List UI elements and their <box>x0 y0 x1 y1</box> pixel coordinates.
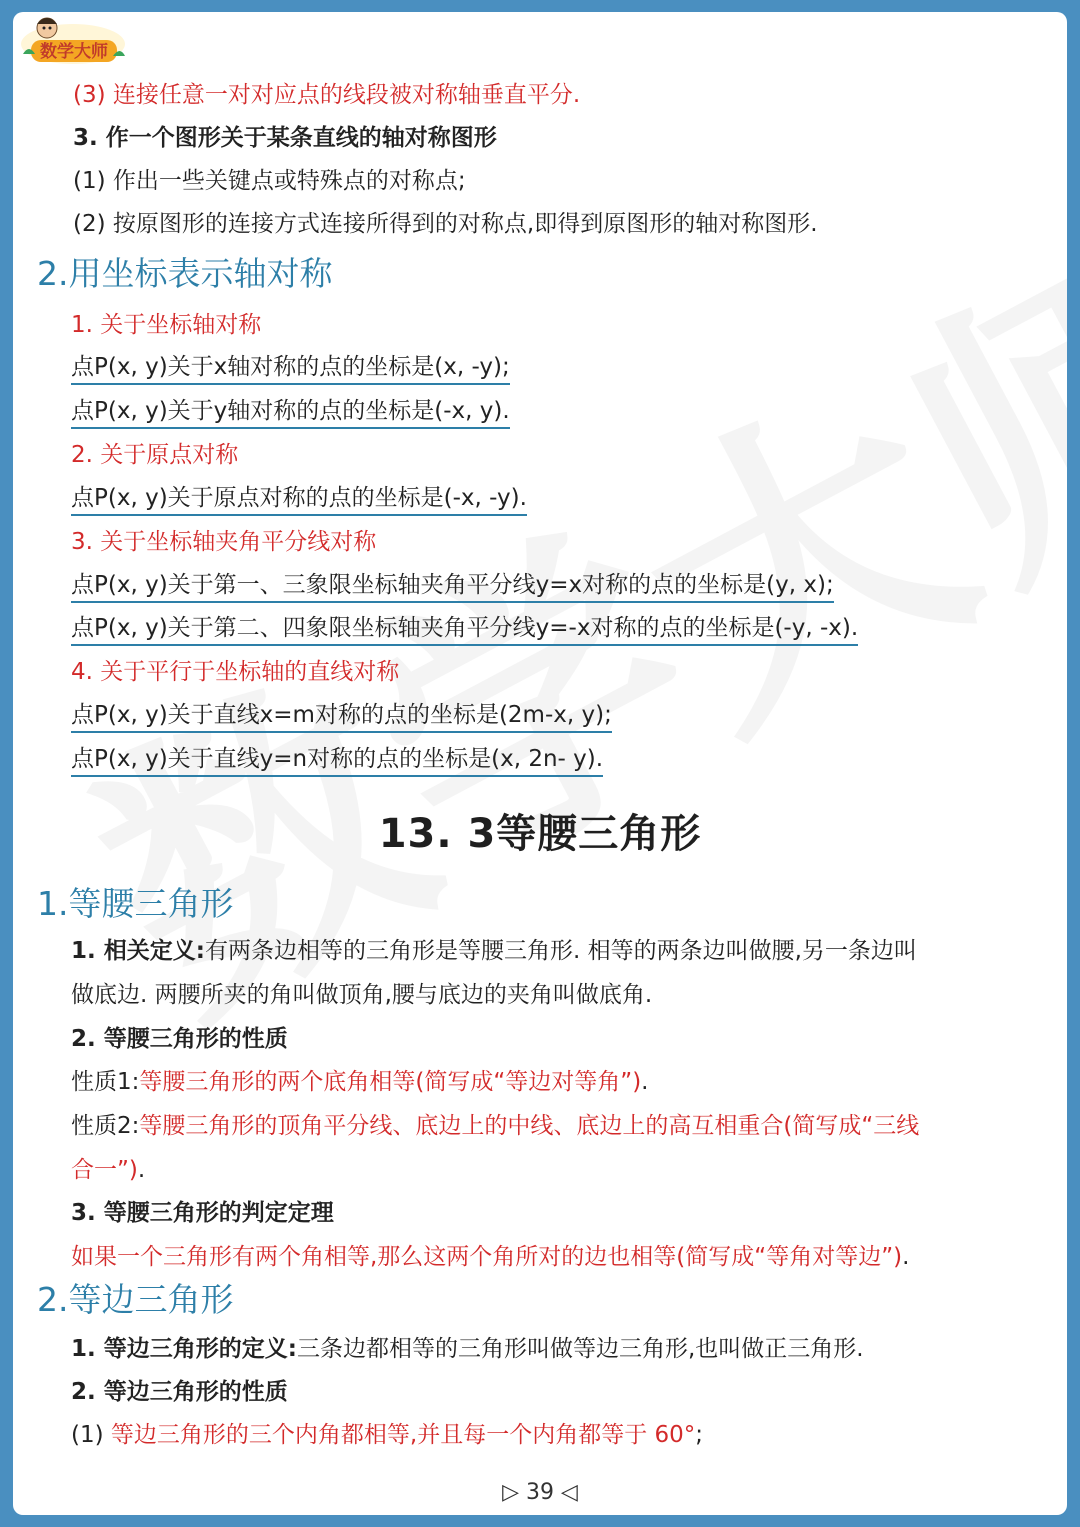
isosceles-judgement-heading: 3. 等腰三角形的判定定理 <box>71 1200 334 1226</box>
property-2-label: 性质2: <box>71 1113 140 1139</box>
step-line-2: (2) 按原图形的连接方式连接所得到的对称点,即得到原图形的轴对称图形. <box>73 211 818 237</box>
isosceles-property-2 <box>71 1107 919 1140</box>
equilateral-property-1 <box>71 1416 703 1449</box>
step-line-1: (1) 作出一些关键点或特殊点的对称点; <box>73 168 466 194</box>
formula-line-y-n: 点P(x, y)关于直线y=n对称的点的坐标是(x, 2n- y). <box>71 740 603 777</box>
subheading-origin-symmetry: 2. 关于原点对称 <box>71 442 239 468</box>
subheading-parallel-line-symmetry: 4. 关于平行于坐标轴的直线对称 <box>71 659 400 685</box>
property-1-text: 等腰三角形的两个底角相等(简写成“等边对等角”) <box>139 1069 642 1095</box>
cartoon-character-logo-icon <box>17 14 129 72</box>
judgement-text: 如果一个三角形有两个角相等,那么这两个角所对的边也相等(简写成“等角对等边”) <box>71 1244 903 1270</box>
property-1-label: 性质1: <box>71 1069 140 1095</box>
section-title-coordinate-symmetry: 2.用坐标表示轴对称 <box>37 254 333 293</box>
formula-bisector-1-3: 点P(x, y)关于第一、三象限坐标轴夹角平分线y=x对称的点的坐标是(y, x); <box>71 566 834 603</box>
formula-y-axis: 点P(x, y)关于y轴对称的点的坐标是(-x, y). <box>71 392 510 429</box>
formula-line-x-m: 点P(x, y)关于直线x=m对称的点的坐标是(2m-x, y); <box>71 696 612 733</box>
subheading-bisector-symmetry: 3. 关于坐标轴夹角平分线对称 <box>71 529 377 555</box>
section-title-equilateral: 2.等边三角形 <box>37 1280 234 1319</box>
equilateral-definition-label: 1. 等边三角形的定义: <box>71 1336 297 1362</box>
formula-origin: 点P(x, y)关于原点对称的点的坐标是(-x, -y). <box>71 479 527 516</box>
property-line-3: (3) 连接任意一对对应点的线段被对称轴垂直平分. <box>73 82 581 108</box>
equilateral-definition-text: 三条边都相等的三角形叫做等边三角形,也叫做正三角形. <box>296 1336 864 1362</box>
equilateral-definition <box>71 1330 864 1363</box>
subheading-axis-construction: 3. 作一个图形关于某条直线的轴对称图形 <box>73 125 497 151</box>
formula-bisector-2-4: 点P(x, y)关于第二、四象限坐标轴夹角平分线y=-x对称的点的坐标是(-y, -x). <box>71 609 858 646</box>
formula-x-axis: 点P(x, y)关于x轴对称的点的坐标是(x, -y); <box>71 348 510 385</box>
subheading-axis-symmetry: 1. 关于坐标轴对称 <box>71 312 262 338</box>
equilateral-property-1-end: ; <box>695 1422 704 1448</box>
equilateral-properties-heading: 2. 等边三角形的性质 <box>71 1379 288 1405</box>
equilateral-property-1-num: (1) <box>71 1422 104 1448</box>
isosceles-definition <box>71 932 917 965</box>
document-page <box>13 12 1067 1515</box>
judgement-end: . <box>902 1244 910 1270</box>
isosceles-property-1 <box>71 1063 648 1096</box>
equilateral-property-1-text: 等边三角形的三个内角都相等,并且每一个内角都等于 60° <box>110 1422 696 1448</box>
definition-label: 1. 相关定义: <box>71 938 205 964</box>
property-2-text-1: 等腰三角形的顶角平分线、底边上的中线、底边上的高互相重合(简写成“三线 <box>139 1113 920 1139</box>
chapter-title: 13. 3等腰三角形 <box>378 811 702 857</box>
logo-text: 数学大师 <box>40 42 108 62</box>
property-2-end: . <box>137 1157 146 1183</box>
isosceles-property-2-cont <box>71 1151 145 1184</box>
isosceles-judgement <box>71 1238 909 1271</box>
section-title-isosceles: 1.等腰三角形 <box>37 884 234 923</box>
page-number: ▷ 39 ◁ <box>502 1480 578 1505</box>
definition-text-1: 有两条边相等的三角形是等腰三角形. 相等的两条边叫做腰,另一条边叫 <box>204 938 917 964</box>
property-1-end: . <box>641 1069 649 1095</box>
isosceles-properties-heading: 2. 等腰三角形的性质 <box>71 1026 288 1052</box>
property-2-text-2: 合一”) <box>71 1157 138 1183</box>
definition-text-2: 做底边. 两腰所夹的角叫做顶角,腰与底边的夹角叫做底角. <box>71 982 653 1008</box>
